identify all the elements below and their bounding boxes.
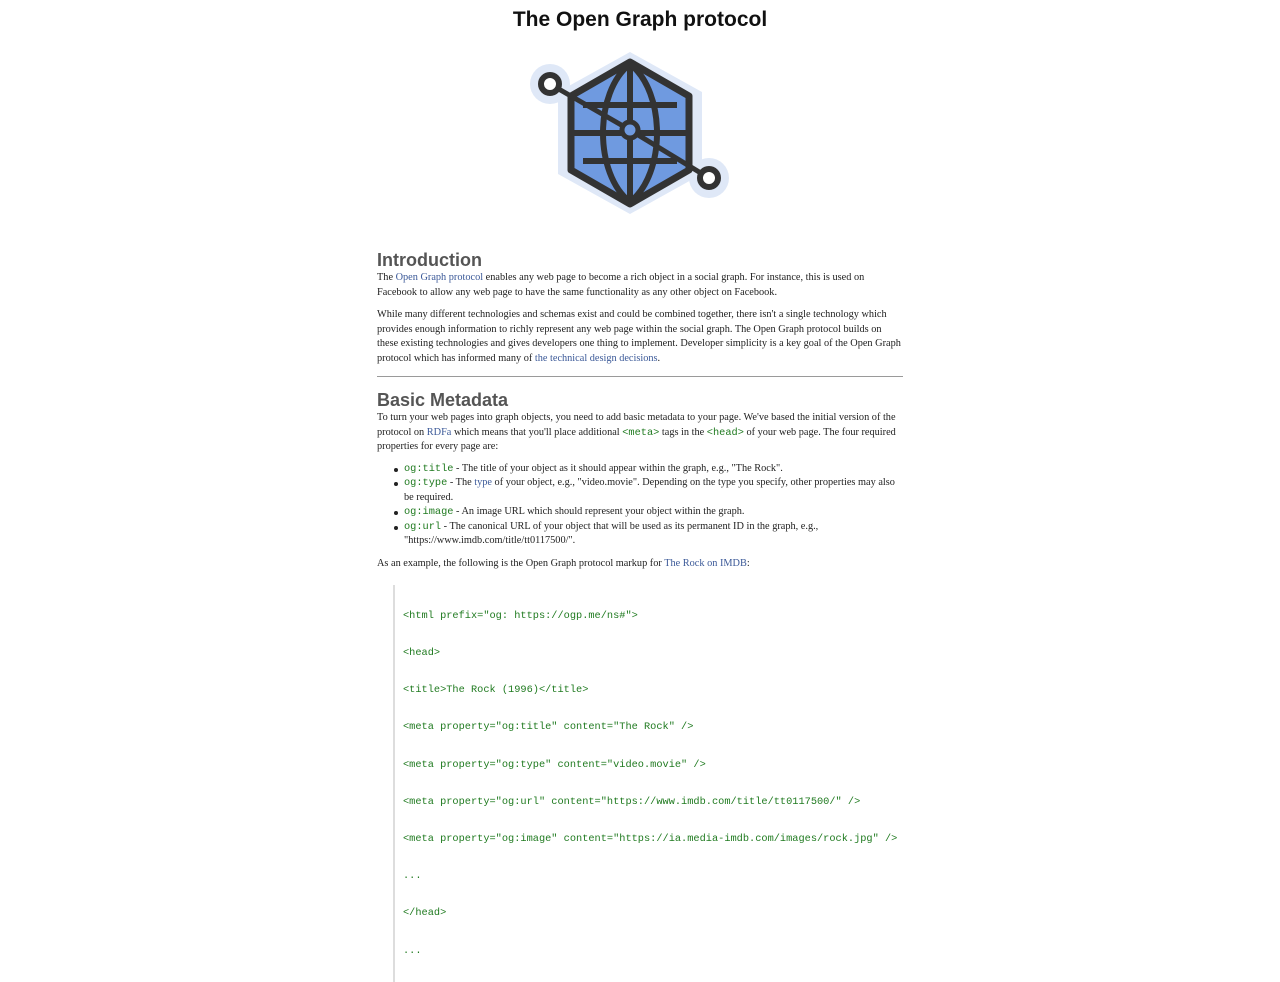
section-divider [377, 376, 903, 377]
introduction-heading: Introduction [377, 250, 482, 270]
code-line: <meta property="og:type" content="video.movie" /> [403, 758, 706, 771]
code-line: <head> [403, 647, 441, 660]
code-line: ... [403, 870, 422, 883]
code-example [393, 585, 903, 982]
list-item: og:url - The canonical URL of your object that will be used as its permanent ID in the graph, e.g., "https://www.imdb.com/title/tt0117500/". [404, 520, 903, 549]
rdfa-link[interactable]: RDFa [426, 426, 452, 438]
property-name: og:image [404, 506, 454, 518]
code-line: ... [403, 944, 422, 957]
introduction-section [377, 249, 903, 366]
head-tag-code: <head> [706, 426, 744, 439]
code-line: </head> [403, 907, 447, 920]
the-rock-imdb-link[interactable]: The Rock on IMDB [664, 557, 747, 569]
example-paragraph: As an example, the following is the Open Graph protocol markup for The Rock on IMDB: [377, 557, 750, 569]
property-name: og:type [404, 477, 448, 489]
list-item: og:type - The type of your object, e.g., "video.movie". Depending on the type you specify, other properties may also be required. [404, 476, 903, 505]
code-line: <meta property="og:url" content="https://www.imdb.com/title/tt0117500/" /> [403, 795, 861, 808]
intro-paragraph-1: The Open Graph protocol enables any web page to become a rich object in a social graph. For instance, this is used on Facebook to allow any web page to have the same functionality as any other object on Facebook. [377, 272, 865, 298]
required-properties-list [377, 462, 903, 549]
code-line: <title>The Rock (1996)</title> [403, 684, 589, 697]
type-link[interactable]: type [474, 477, 492, 488]
main-content [377, 249, 903, 982]
basic-metadata-heading: Basic Metadata [377, 390, 509, 410]
list-item: og:title - The title of your object as it should appear within the graph, e.g., "The Rock". [404, 462, 903, 477]
list-item: og:image - An image URL which should represent your object within the graph. [404, 505, 903, 520]
intro-paragraph-2: While many different technologies and schemas exist and could be combined together, there isn't a single technology which provides enough information to richly represent any web page within the social graph. The Open Graph protocol builds on these existing technologies and gives developers one thing to implement. Developer simplicity is a key goal of the Open Graph protocol which has informed many of the technical design decisions. [377, 309, 901, 364]
code-line: <html prefix="og: https://ogp.me/ns#"> [403, 609, 638, 622]
open-graph-protocol-link[interactable]: Open Graph protocol [395, 272, 484, 283]
page-title: The Open Graph protocol [512, 8, 768, 31]
code-line: <meta property="og:image" content="https://ia.media-imdb.com/images/rock.jpg" /> [403, 833, 898, 846]
basic-metadata-paragraph: To turn your web pages into graph objects, you need to add basic metadata to your page. We've based the initial version of the protocol on RDFa which means that you'll place additional <meta> tags in the <head> of your web page. The four required properties for every page are: [377, 412, 896, 452]
open-graph-logo-icon [528, 52, 732, 214]
meta-tag-code: <meta> [622, 426, 660, 439]
property-name: og:url [404, 520, 442, 533]
technical-design-decisions-link[interactable]: the technical design decisions [534, 352, 658, 364]
property-name: og:title [404, 462, 454, 475]
basic-metadata-section [377, 389, 903, 982]
code-line: <meta property="og:title" content="The Rock" /> [403, 721, 694, 734]
